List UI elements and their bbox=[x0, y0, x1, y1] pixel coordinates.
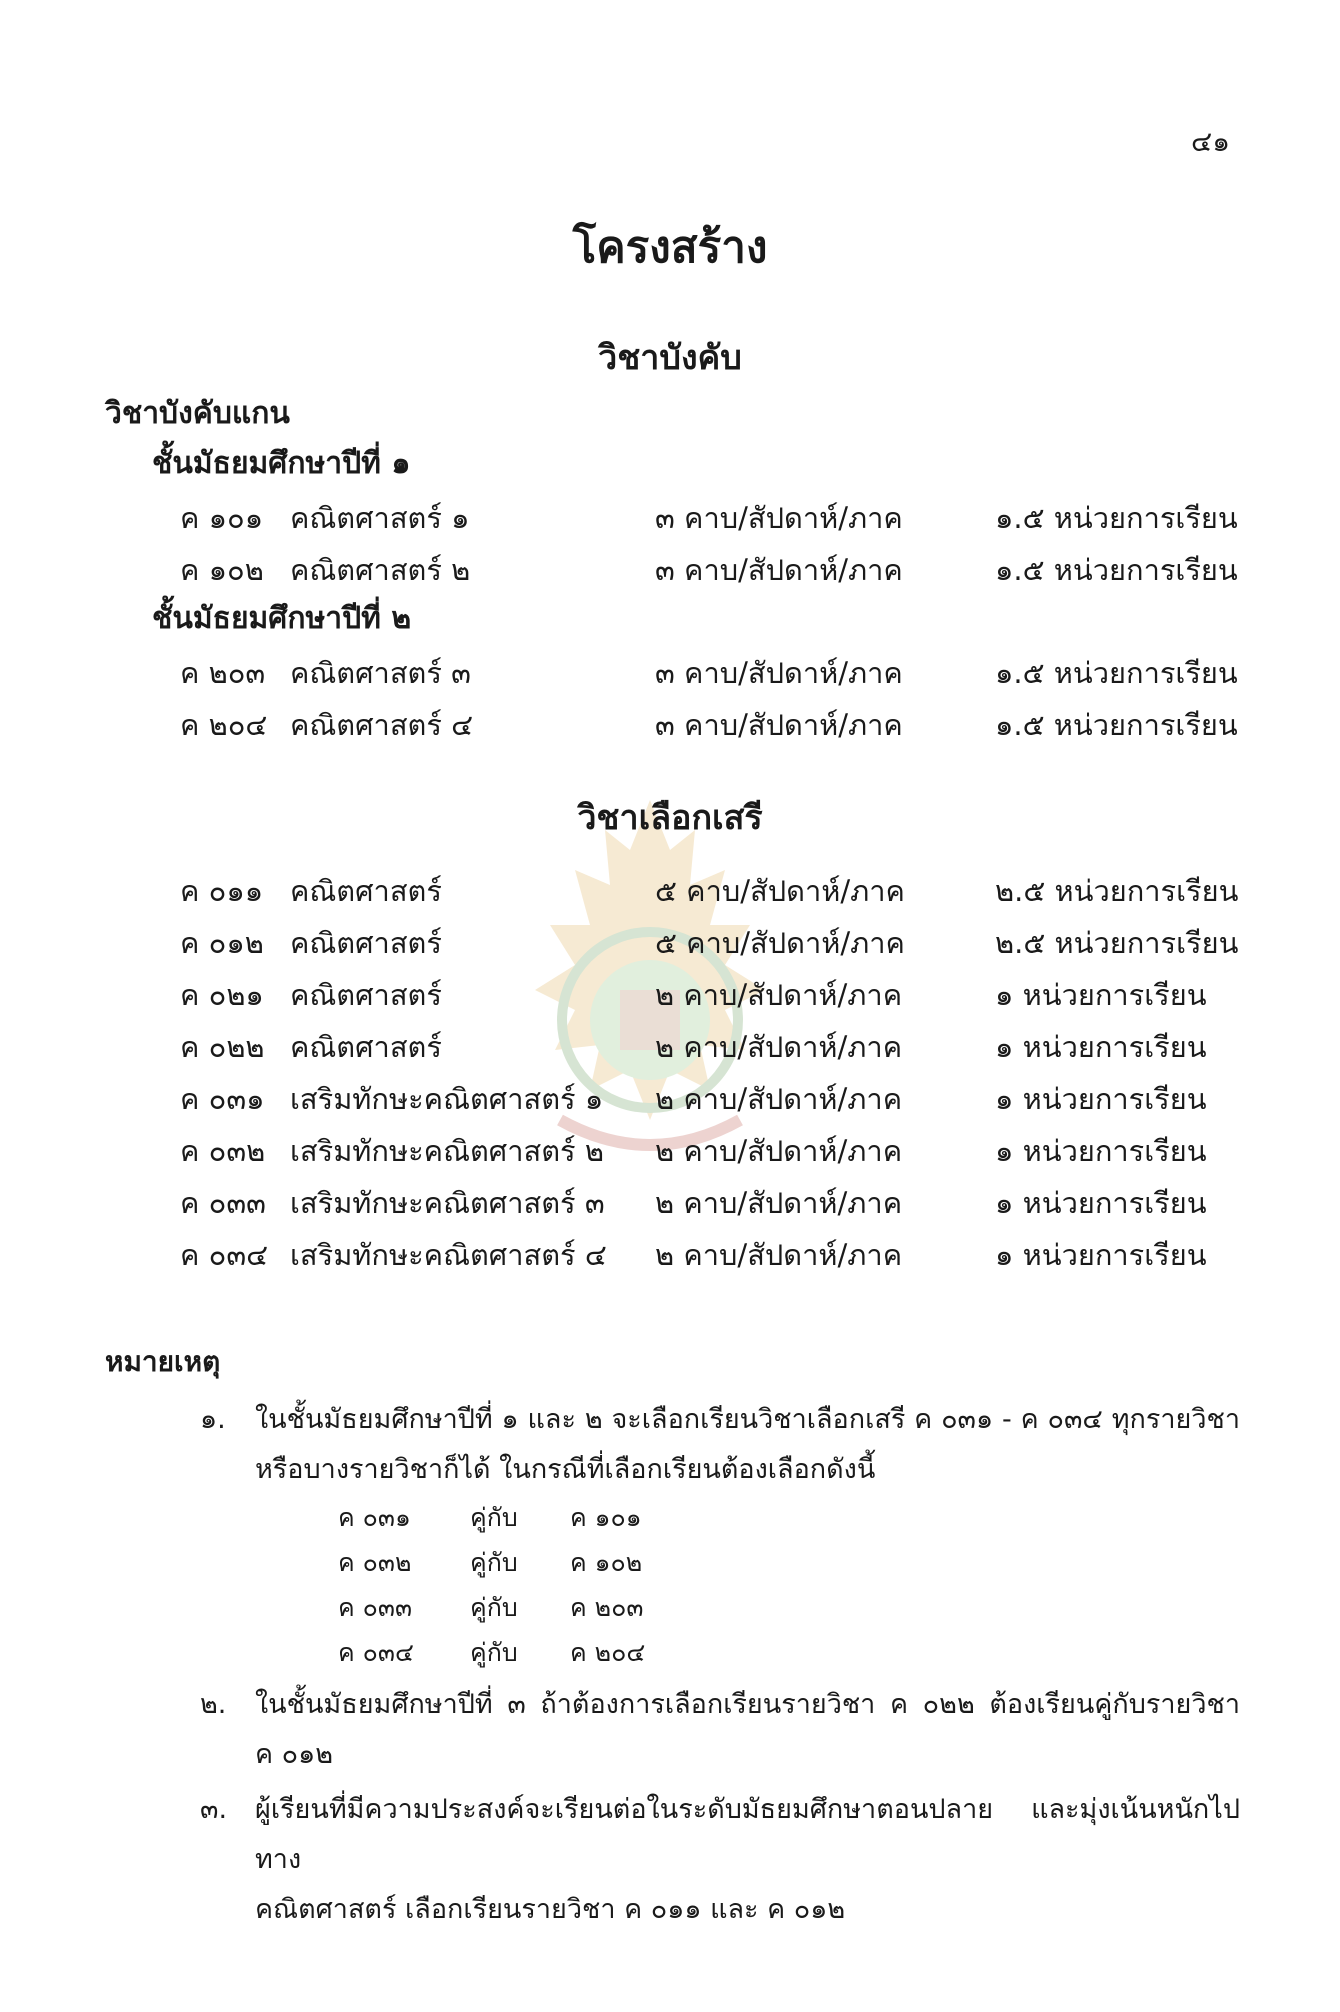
elective-course-row bbox=[0, 1076, 1340, 1120]
course-hours: ๒ คาบ/สัปดาห์/ภาค bbox=[655, 1082, 903, 1116]
course-hours: ๒ คาบ/สัปดาห์/ภาค bbox=[655, 1238, 903, 1272]
course-code: ค ๐๓๑ bbox=[180, 1082, 265, 1116]
pairing-relation: คู่กับ bbox=[470, 1548, 518, 1577]
course-hours: ๒ คาบ/สัปดาห์/ภาค bbox=[655, 1134, 903, 1168]
pairing-relation: คู่กับ bbox=[470, 1593, 518, 1622]
page-number: ๔๑ bbox=[1191, 125, 1230, 158]
note-number: ๓. bbox=[200, 1794, 228, 1825]
course-hours: ๕ คาบ/สัปดาห์/ภาค bbox=[655, 874, 905, 908]
elective-course-row bbox=[0, 1232, 1340, 1276]
required-course-row bbox=[0, 650, 1340, 694]
course-credits: ๑.๕ หน่วยการเรียน bbox=[995, 553, 1238, 587]
course-name: คณิตศาสตร์ ๒ bbox=[290, 553, 471, 587]
course-credits: ๑.๕ หน่วยการเรียน bbox=[995, 708, 1238, 742]
note-text: ค ๐๑๒ bbox=[255, 1739, 334, 1770]
note-text: หรือบางรายวิชาก็ได้ ในกรณีที่เลือกเรียนต้องเลือกดังนี้ bbox=[255, 1454, 876, 1485]
core-group-heading: วิชาบังคับแกน bbox=[105, 396, 290, 431]
course-code: ค ๐๓๒ bbox=[180, 1134, 266, 1168]
course-hours: ๓ คาบ/สัปดาห์/ภาค bbox=[655, 708, 903, 742]
note-text: ในชั้นมัธยมศึกษาปีที่ ๑ และ ๒ จะเลือกเรียนวิชาเลือกเสรี ค ๐๓๑ - ค ๐๓๔ ทุกรายวิชา bbox=[255, 1404, 1240, 1435]
note-number: ๒. bbox=[200, 1689, 227, 1720]
course-name: คณิตศาสตร์ bbox=[290, 978, 442, 1012]
course-hours: ๕ คาบ/สัปดาห์/ภาค bbox=[655, 926, 905, 960]
pairing-relation: คู่กับ bbox=[470, 1503, 518, 1532]
course-credits: ๑ หน่วยการเรียน bbox=[995, 978, 1207, 1012]
course-name: เสริมทักษะคณิตศาสตร์ ๓ bbox=[290, 1186, 605, 1220]
course-hours: ๓ คาบ/สัปดาห์/ภาค bbox=[655, 501, 903, 535]
pairing-elective-code: ค ๐๓๔ bbox=[338, 1638, 414, 1667]
course-name: คณิตศาสตร์ bbox=[290, 926, 442, 960]
course-credits: ๑.๕ หน่วยการเรียน bbox=[995, 501, 1238, 535]
pairing-core-code: ค ๑๐๑ bbox=[570, 1503, 642, 1532]
pairing-core-code: ค ๒๐๔ bbox=[570, 1638, 646, 1667]
course-code: ค ๐๒๒ bbox=[180, 1030, 265, 1064]
course-name: เสริมทักษะคณิตศาสตร์ ๒ bbox=[290, 1134, 604, 1168]
section-heading-elective: วิชาเลือกเสรี bbox=[577, 798, 763, 838]
pairing-row bbox=[0, 1633, 1340, 1673]
note-item bbox=[200, 1785, 1240, 1935]
note-item bbox=[200, 1680, 1240, 1780]
pairing-row bbox=[0, 1588, 1340, 1628]
required-course-row bbox=[0, 547, 1340, 591]
page-title: โครงสร้าง bbox=[572, 222, 768, 273]
course-hours: ๒ คาบ/สัปดาห์/ภาค bbox=[655, 978, 903, 1012]
course-credits: ๑.๕ หน่วยการเรียน bbox=[995, 656, 1238, 690]
course-hours: ๒ คาบ/สัปดาห์/ภาค bbox=[655, 1186, 903, 1220]
elective-course-row bbox=[0, 1128, 1340, 1172]
course-code: ค ๐๑๒ bbox=[180, 926, 264, 960]
course-code: ค ๐๑๑ bbox=[180, 874, 264, 908]
note-text: ในชั้นมัธยมศึกษาปีที่ ๓ ถ้าต้องการเลือกเรียนรายวิชา ค ๐๒๒ ต้องเรียนคู่กับรายวิชา bbox=[255, 1689, 1240, 1720]
course-credits: ๑ หน่วยการเรียน bbox=[995, 1030, 1207, 1064]
level-heading-2: ชั้นมัธยมศึกษาปีที่ ๒ bbox=[152, 601, 412, 636]
note-item bbox=[200, 1395, 1240, 1495]
elective-course-row bbox=[0, 972, 1340, 1016]
course-hours: ๒ คาบ/สัปดาห์/ภาค bbox=[655, 1030, 903, 1064]
course-credits: ๒.๕ หน่วยการเรียน bbox=[995, 874, 1239, 908]
course-hours: ๓ คาบ/สัปดาห์/ภาค bbox=[655, 553, 903, 587]
elective-course-row bbox=[0, 868, 1340, 912]
course-hours: ๓ คาบ/สัปดาห์/ภาค bbox=[655, 656, 903, 690]
pairing-core-code: ค ๑๐๒ bbox=[570, 1548, 643, 1577]
elective-course-row bbox=[0, 920, 1340, 964]
course-credits: ๑ หน่วยการเรียน bbox=[995, 1186, 1207, 1220]
pairing-elective-code: ค ๐๓๑ bbox=[338, 1503, 411, 1532]
course-credits: ๑ หน่วยการเรียน bbox=[995, 1082, 1207, 1116]
pairing-core-code: ค ๒๐๓ bbox=[570, 1593, 644, 1622]
course-code: ค ๐๓๓ bbox=[180, 1186, 266, 1220]
course-code: ค ๑๐๑ bbox=[180, 501, 264, 535]
course-code: ค ๐๒๑ bbox=[180, 978, 264, 1012]
course-name: เสริมทักษะคณิตศาสตร์ ๔ bbox=[290, 1238, 607, 1272]
required-course-row bbox=[0, 495, 1340, 539]
course-credits: ๒.๕ หน่วยการเรียน bbox=[995, 926, 1239, 960]
course-name: คณิตศาสตร์ bbox=[290, 874, 442, 908]
elective-course-row bbox=[0, 1024, 1340, 1068]
course-name: เสริมทักษะคณิตศาสตร์ ๑ bbox=[290, 1082, 604, 1116]
elective-course-row bbox=[0, 1180, 1340, 1224]
pairing-row bbox=[0, 1498, 1340, 1538]
course-code: ค ๒๐๔ bbox=[180, 708, 268, 742]
notes-heading: หมายเหตุ bbox=[105, 1345, 221, 1378]
course-credits: ๑ หน่วยการเรียน bbox=[995, 1134, 1207, 1168]
course-code: ค ๑๐๒ bbox=[180, 553, 264, 587]
course-name: คณิตศาสตร์ ๔ bbox=[290, 708, 474, 742]
required-course-row bbox=[0, 702, 1340, 746]
note-number: ๑. bbox=[200, 1404, 226, 1435]
level-heading-1: ชั้นมัธยมศึกษาปีที่ ๑ bbox=[152, 446, 411, 481]
pairing-relation: คู่กับ bbox=[470, 1638, 518, 1667]
pairing-elective-code: ค ๐๓๓ bbox=[338, 1593, 413, 1622]
pairing-row bbox=[0, 1543, 1340, 1583]
note-text: ผู้เรียนที่มีความประสงค์จะเรียนต่อในระดับมัธยมศึกษาตอนปลาย และมุ่งเน้นหนักไปทาง bbox=[255, 1794, 1240, 1875]
course-name: คณิตศาสตร์ bbox=[290, 1030, 442, 1064]
course-code: ค ๒๐๓ bbox=[180, 656, 266, 690]
course-name: คณิตศาสตร์ ๓ bbox=[290, 656, 471, 690]
note-text: คณิตศาสตร์ เลือกเรียนรายวิชา ค ๐๑๑ และ ค ๐๑๒ bbox=[255, 1894, 846, 1925]
course-code: ค ๐๓๔ bbox=[180, 1238, 269, 1272]
course-name: คณิตศาสตร์ ๑ bbox=[290, 501, 470, 535]
pairing-elective-code: ค ๐๓๒ bbox=[338, 1548, 412, 1577]
course-credits: ๑ หน่วยการเรียน bbox=[995, 1238, 1207, 1272]
section-heading-required: วิชาบังคับ bbox=[598, 338, 742, 378]
